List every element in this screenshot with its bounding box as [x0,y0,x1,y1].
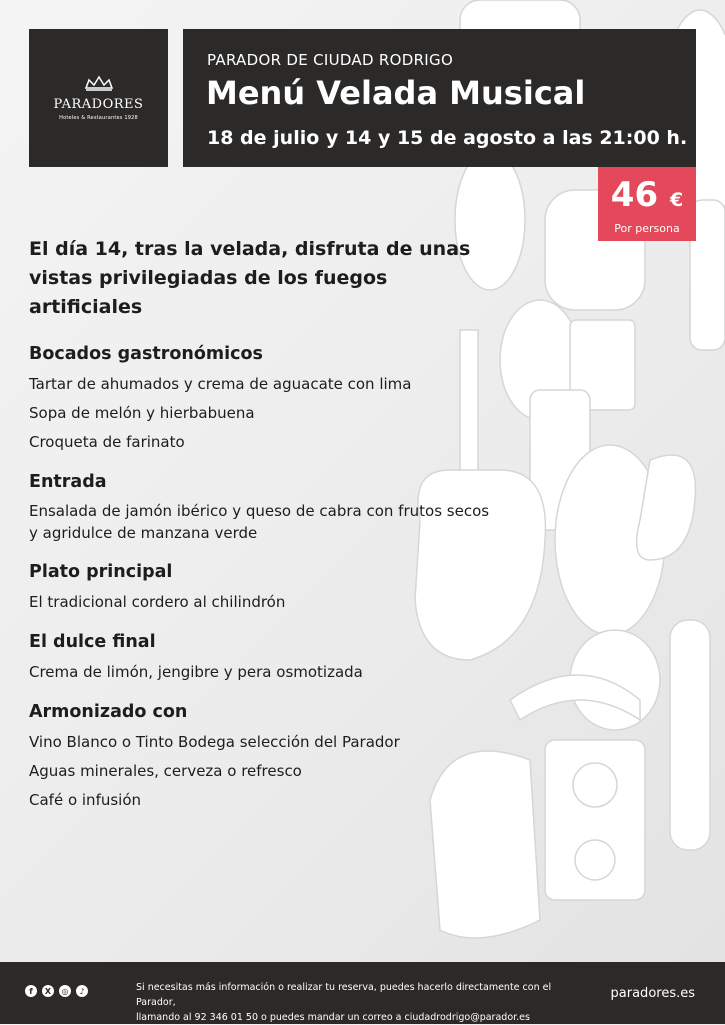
parador-name: PARADOR DE CIUDAD RODRIGO [207,51,454,69]
price-amount [598,176,696,219]
section-title: Armonizado con [29,702,188,722]
contact-info [136,980,576,1025]
paradores-logo[interactable] [29,29,168,167]
menu-section-entrada [29,470,499,544]
price-value: 46 [610,175,659,215]
menu-item: Tartar de ahumados y crema de aguacate con lima [29,375,412,393]
menu-section-armonizado [29,700,499,812]
footer [0,962,725,1024]
logo-name: PARADORES [53,97,144,112]
section-title: El dulce final [29,632,156,652]
contact-line: Si necesitas más información o realizar tu reserva, puedes hacerlo directamente con el Parador, [136,982,552,1008]
menu-item: Café o infusión [29,791,142,809]
menu-item: El tradicional cordero al chilindrón [29,593,286,611]
social-links [25,985,88,997]
menu-title: Menú Velada Musical [206,74,586,112]
menu-section-bocados [29,342,499,454]
menu-item: Ensalada de jamón ibérico y queso de cabra con frutos secos y agridulce de manzana verde [29,502,490,542]
menu-item: Sopa de melón y hierbabuena [29,404,255,422]
menu-content [29,235,499,828]
tiktok-icon[interactable]: ♪ [76,985,88,997]
header [183,29,696,167]
section-title: Bocados gastronómicos [29,344,263,364]
menu-item: Croqueta de farinato [29,433,185,451]
website-link[interactable]: paradores.es [610,986,695,1001]
event-dates: 18 de julio y 14 y 15 de agosto a las 21:00 h. [207,127,688,149]
currency-symbol: € [669,189,684,211]
contact-line: llamando al 92 346 01 50 o puedes mandar un correo a ciudadrodrigo@parador.es [136,1012,530,1023]
logo-subtitle: Hoteles & Restaurantes 1928 [59,115,138,121]
facebook-icon[interactable]: f [25,985,37,997]
section-title: Plato principal [29,562,173,582]
menu-item: Aguas minerales, cerveza o refresco [29,762,302,780]
menu-section-plato-principal [29,560,499,614]
menu-item: Vino Blanco o Tinto Bodega selección del Parador [29,733,400,751]
section-title: Entrada [29,472,107,492]
x-icon[interactable]: X [42,985,54,997]
menu-item: Crema de limón, jengibre y pera osmotizada [29,663,363,681]
menu-section-dulce-final [29,630,499,684]
instagram-icon[interactable]: ◎ [59,985,71,997]
intro-text: El día 14, tras la velada, disfruta de unas vistas privilegiadas de los fuegos artificiales [29,238,471,318]
price-badge [598,167,696,241]
price-label: Por persona [614,222,680,235]
crown-icon [84,75,114,91]
